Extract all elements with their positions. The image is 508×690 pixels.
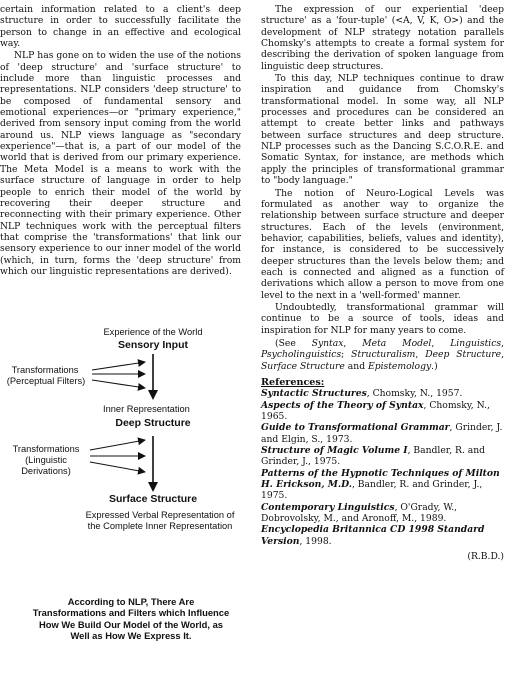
reference-item: Patterns of the Hypnotic Techniques of Milton H. Erickson, M.D., Bandler, R. and Grinder, J., 1975. [261, 467, 500, 502]
reference-item: Guide to Transformational Grammar, Grinder, J. and Elgin, S., 1973. [261, 422, 503, 445]
body-paragraph: To this day, NLP techniques continue to draw inspiration and guidance from Chomsky's transformational model. In some way, all NLP processes and procedures can be considered an attempt to create better links and pathways between surface structures and deep structure. NLP processes such as the Dancing S.C.O.R.E. and Somatic Syntax, for instance, are methods which apply the principles of transformational grammar to "body language." [261, 73, 504, 187]
linguistic-label: (Linguistic [25, 455, 67, 465]
see-also-link[interactable]: Syntax [311, 337, 344, 349]
sensory-input-label: Sensory Input [117, 339, 188, 351]
reference-item: Contemporary Linguistics, O'Grady, W., Dobrovolsky, M., and Aronoff, M., 1989. [261, 501, 458, 525]
inner-representation-label: Inner Representation [103, 404, 190, 414]
down-arrowhead-1 [148, 390, 158, 400]
body-paragraph: NLP has gone on to widen the use of the notions of 'deep structure' and 'surface structure' to include more than linguistic processes and representations. NLP considers 'deep structure' to be composed of fundamental sensory and emotional experiences—or "primary experience," derived from sensory input coming from the world around us. NLP views language as "secondary experience"—that is, a part of our model of the world that is derived from our primary experience. The Meta Model is a means to work with the surface structure of language in order to help people to enrich their model of the world by recovering their deeper structure and reconnecting with their primary experience. Other NLP techniques work with the perceptual filters that comprise the 'transformations' that link our sensory experience to our inner model of the world (which, in turn, forms the 'deep structure' from which our linguistic representations are derived). [0, 50, 241, 277]
down-arrowhead-2 [148, 482, 158, 492]
diagram-caption [0, 596, 262, 641]
body-paragraph: The notion of Neuro-Logical Levels was formulated as another way to organize the relationship between surface structure and deeper structures. Each of the levels (environment, behavior, capabilities, beliefs, values and identity), for instance, is considered to be successively deeper structures than the levels below them; and each is connected and aligned as a function of derivations which allow a person to move from one level to the next in a 'well-formed' manner. [261, 187, 504, 301]
expressed-representation-line1: Expressed Verbal Representation of [85, 510, 235, 520]
see-also-suffix: .) [431, 360, 438, 372]
reference-item: Structure of Magic Volume I, Bandler, R. and Grinder, J., 1975. [261, 445, 486, 468]
see-also-prefix: (See [275, 337, 312, 349]
see-also: (See Syntax, Meta Model, Linguistics, Psycholinguistics; Structuralism, Deep Structure, Surface Structure and Epistemology.) [261, 337, 505, 372]
perceptual-transformations-label: Transformations [11, 365, 79, 375]
reference-title: Patterns of the Hypnotic Techniques of Milton H. Erickson, M.D. [261, 467, 500, 491]
linguistic-transformations-label: Transformations [12, 444, 80, 454]
reference-item: Syntactic Structures, Chomsky, N., 1957. [261, 388, 463, 400]
reference-title: Aspects of the Theory of Syntax [261, 399, 424, 411]
see-also-link[interactable]: Meta Model [362, 337, 432, 349]
see-also-link[interactable]: Surface Structure [261, 360, 345, 372]
diagram-arrows [0, 324, 255, 539]
right-column [261, 4, 504, 563]
left-column [0, 4, 241, 277]
caption-line: Well as How We Express It. [70, 629, 192, 641]
experience-label: Experience of the World [103, 327, 203, 337]
perceptual-arrow-3 [92, 380, 145, 388]
perceptual-filters-label: (Perceptual Filters) [6, 376, 86, 386]
see-also-link[interactable]: Linguistics [450, 337, 502, 349]
reference-item: Encyclopedia Britannica CD 1998 Standard Version, 1998. [261, 524, 485, 547]
see-also-link[interactable]: Epistemology [368, 360, 432, 372]
caption-line: Transformations and Filters which Influence [32, 607, 230, 619]
reference-title: Contemporary Linguistics [261, 501, 395, 513]
body-paragraph: certain information related to a client's deep structure in order to successfully facilitate the person to change in an effective and ecological way. [0, 4, 241, 50]
derivations-label: Derivations) [21, 466, 71, 476]
see-also-link[interactable]: Deep Structure [425, 349, 502, 361]
body-paragraph: The expression of our experiential 'deep structure' as a 'four-tuple' (<A, V, K, O>) and the development of NLP strategy notation parallels Chomsky's attempts to create a formal system for describing the derivation of spoken language from linguistic deep structures. [261, 4, 504, 72]
reference-title: Guide to Transformational Grammar [261, 422, 450, 434]
see-also-link[interactable]: Psycholinguistics [261, 349, 342, 361]
body-paragraph: Undoubtedly, transformational grammar will continue to be a source of tools, ideas and inspiration for NLP for many years to come. [261, 301, 504, 336]
reference-title: Structure of Magic Volume I [261, 445, 408, 457]
caption-line: How We Build Our Model of the World, as [38, 618, 224, 630]
linguistic-arrow-3 [90, 462, 145, 472]
perceptual-arrow-1 [92, 362, 145, 370]
author-signature: (R.B.D.) [467, 551, 504, 563]
surface-structure-label: Surface Structure [108, 493, 198, 505]
linguistic-arrow-1 [90, 440, 145, 450]
transformation-diagram [0, 324, 255, 539]
see-also-and: and [344, 360, 368, 372]
deep-structure-label: Deep Structure [115, 417, 191, 429]
see-also-link[interactable]: Structuralism [351, 349, 416, 361]
reference-item: Aspects of the Theory of Syntax, Chomsky, N., 1965. [261, 399, 490, 423]
references-heading: References: [261, 377, 325, 388]
expressed-representation-line2: the Complete Inner Representation [87, 521, 233, 531]
caption-line: According to NLP, There Are [67, 596, 195, 607]
reference-title: Encyclopedia Britannica CD 1998 Standard Version [261, 524, 485, 547]
reference-title: Syntactic Structures [261, 388, 367, 400]
